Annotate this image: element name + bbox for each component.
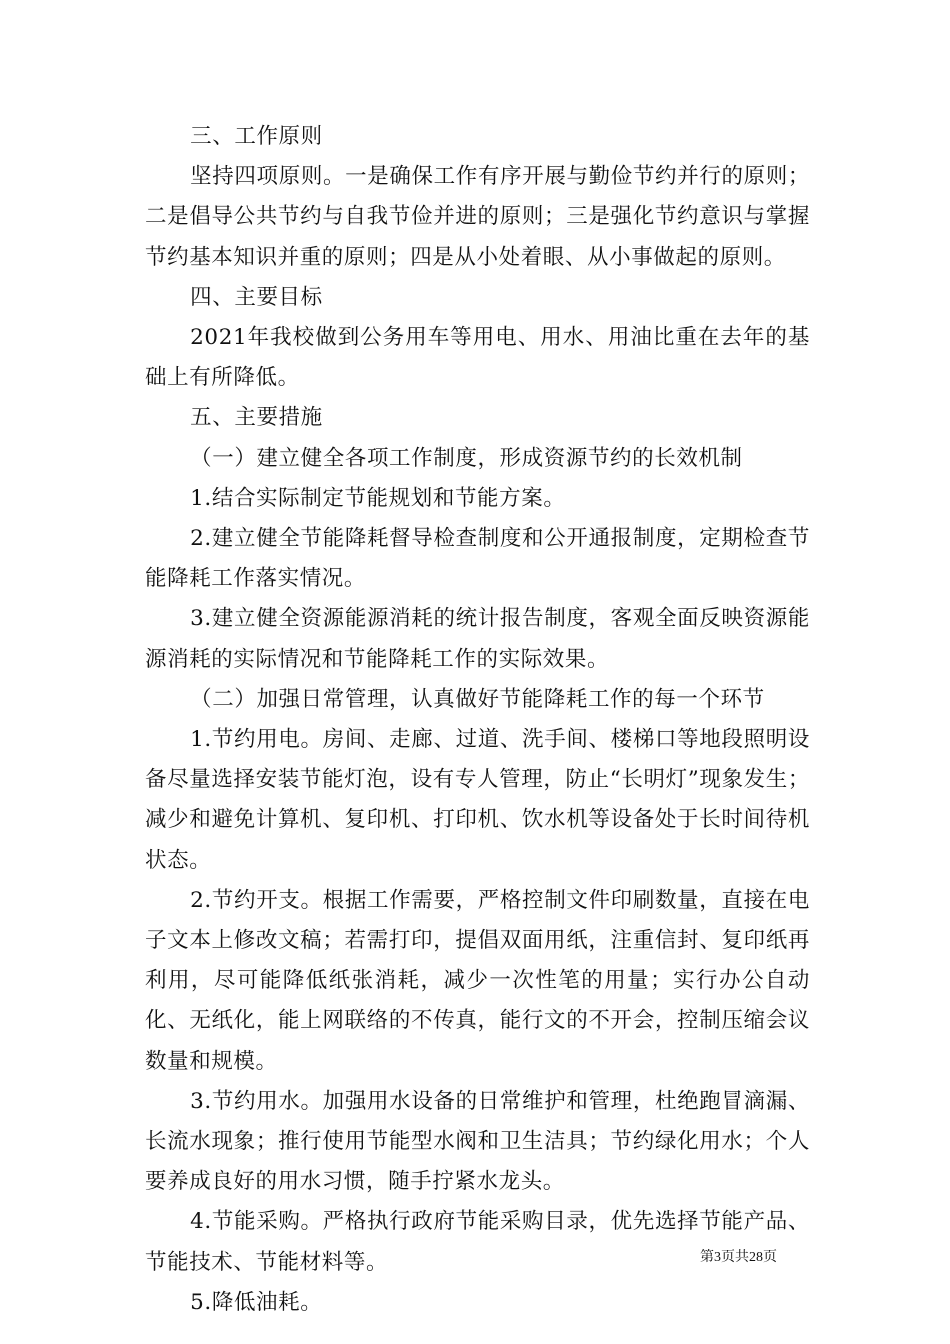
section-heading-measures: 五、主要措施 [190,405,323,431]
list-item-system-1: 1.结合实际制定节能规划和节能方案。 [190,485,566,511]
paragraph-principles: 坚持四项原则。一是确保工作有序开展与勤俭节约并行的原则；二是倡导公共节约与自我节俭并进的原则；三是强化节约意识与掌握节约基本知识并重的原则；四是从小处着眼、从小事做起的原则。 [145,164,810,270]
subheading-system: （一）建立健全各项工作制度，形成资源节约的长效机制 [190,445,743,471]
section-heading-goals: 四、主要目标 [190,284,323,310]
paragraph-goals: 2021年我校做到公务用车等用电、用水、用油比重在去年的基础上有所降低。 [145,325,810,391]
list-item-electricity: 1.节约用电。房间、走廊、过道、洗手间、楼梯口等地段照明设备尽量选择安装节能灯泡，设有专人管理，防止“长明灯”现象发生；减少和避免计算机、复印机、打印机、饮水机等设备处于长时间待机状态。 [145,727,810,873]
list-item-system-2: 2.建立健全节能降耗督导检查制度和公开通报制度，定期检查节能降耗工作落实情况。 [145,526,810,592]
list-item-water: 3.节约用水。加强用水设备的日常维护和管理，杜绝跑冒滴漏、长流水现象；推行使用节能型水阀和卫生洁具；节约绿化用水；个人要养成良好的用水习惯，随手拧紧水龙头。 [145,1088,810,1195]
list-item-procurement: 4.节能采购。严格执行政府节能采购目录，优先选择节能产品、节能技术、节能材料等。 [145,1209,810,1275]
document-body [145,117,810,1323]
list-item-expenses: 2.节约开支。根据工作需要，严格控制文件印刷数量，直接在电子文本上修改文稿；若需打印，提倡双面用纸，注重信封、复印纸再利用，尽可能降低纸张消耗，减少一次性笔的用量；实行办公自动化、无纸化，能上网联络的不传真，能行文的不开会，控制压缩会议数量和规模。 [145,887,810,1074]
list-item-system-3: 3.建立健全资源能源消耗的统计报告制度，客观全面反映资源能源消耗的实际情况和节能降耗工作的实际效果。 [145,606,810,672]
page-number: 第3页共28页 [700,1250,777,1265]
section-heading-principles: 三、工作原则 [190,124,323,149]
subheading-management: （二）加强日常管理，认真做好节能降耗工作的每一个环节 [190,686,765,712]
list-item-fuel: 5.降低油耗。 [190,1289,323,1315]
